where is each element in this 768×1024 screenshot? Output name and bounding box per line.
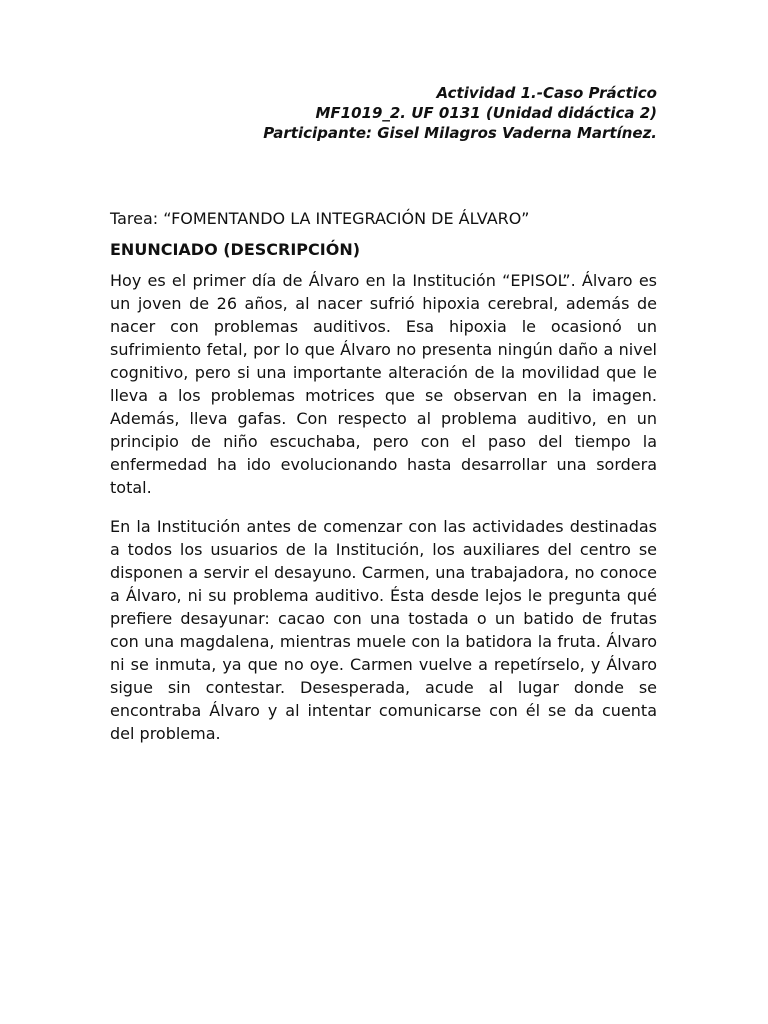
- task-title: Tarea: “FOMENTANDO LA INTEGRACIÓN DE ÁLVARO”: [110, 209, 530, 228]
- paragraph-2: En la Institución antes de comenzar con las actividades destinadas a todos los usuarios de la Institución, los auxiliares del centro se disponen a servir el desayuno. Carmen, una trabajadora, no conoce a Álvaro, ni su problema auditivo. Ésta desde lejos le pregunta qué prefiere desayunar: cacao con una tostada o un batido de frutas con una magdalena, mientras muele con la batidora la fruta. Álvaro ni se inmuta, ya que no oye. Carmen vuelve a repetírselo, y Álvaro sigue sin contestar. Desesperada, acude al lugar donde se encontraba Álvaro y al intentar comunicarse con él se da cuenta del problema.: [110, 517, 657, 743]
- module-code: MF1019_2. UF 0131 (Unidad didáctica 2): [315, 104, 657, 122]
- document-page: [110, 83, 657, 761]
- document-header: [110, 83, 657, 143]
- activity-title: Actividad 1.-Caso Práctico: [436, 84, 657, 102]
- participant-name: Participante: Gisel Milagros Vaderna Martínez.: [263, 124, 657, 142]
- paragraph-1: Hoy es el primer día de Álvaro en la Institución “EPISOL”. Álvaro es un joven de 26 años, al nacer sufrió hipoxia cerebral, además de nacer con problemas auditivos. Esa hipoxia le ocasionó un sufrimiento fetal, por lo que Álvaro no presenta ningún daño a nivel cognitivo, pero si una importante alteración de la movilidad que le lleva a los problemas motrices que se observan en la imagen. Además, lleva gafas. Con respecto al problema auditivo, en un principio de niño escuchaba, pero con el paso del tiempo la enfermedad ha ido evolucionando hasta desarrollar una sordera total.: [110, 271, 657, 497]
- section-heading: ENUNCIADO (DESCRIPCIÓN): [110, 240, 361, 259]
